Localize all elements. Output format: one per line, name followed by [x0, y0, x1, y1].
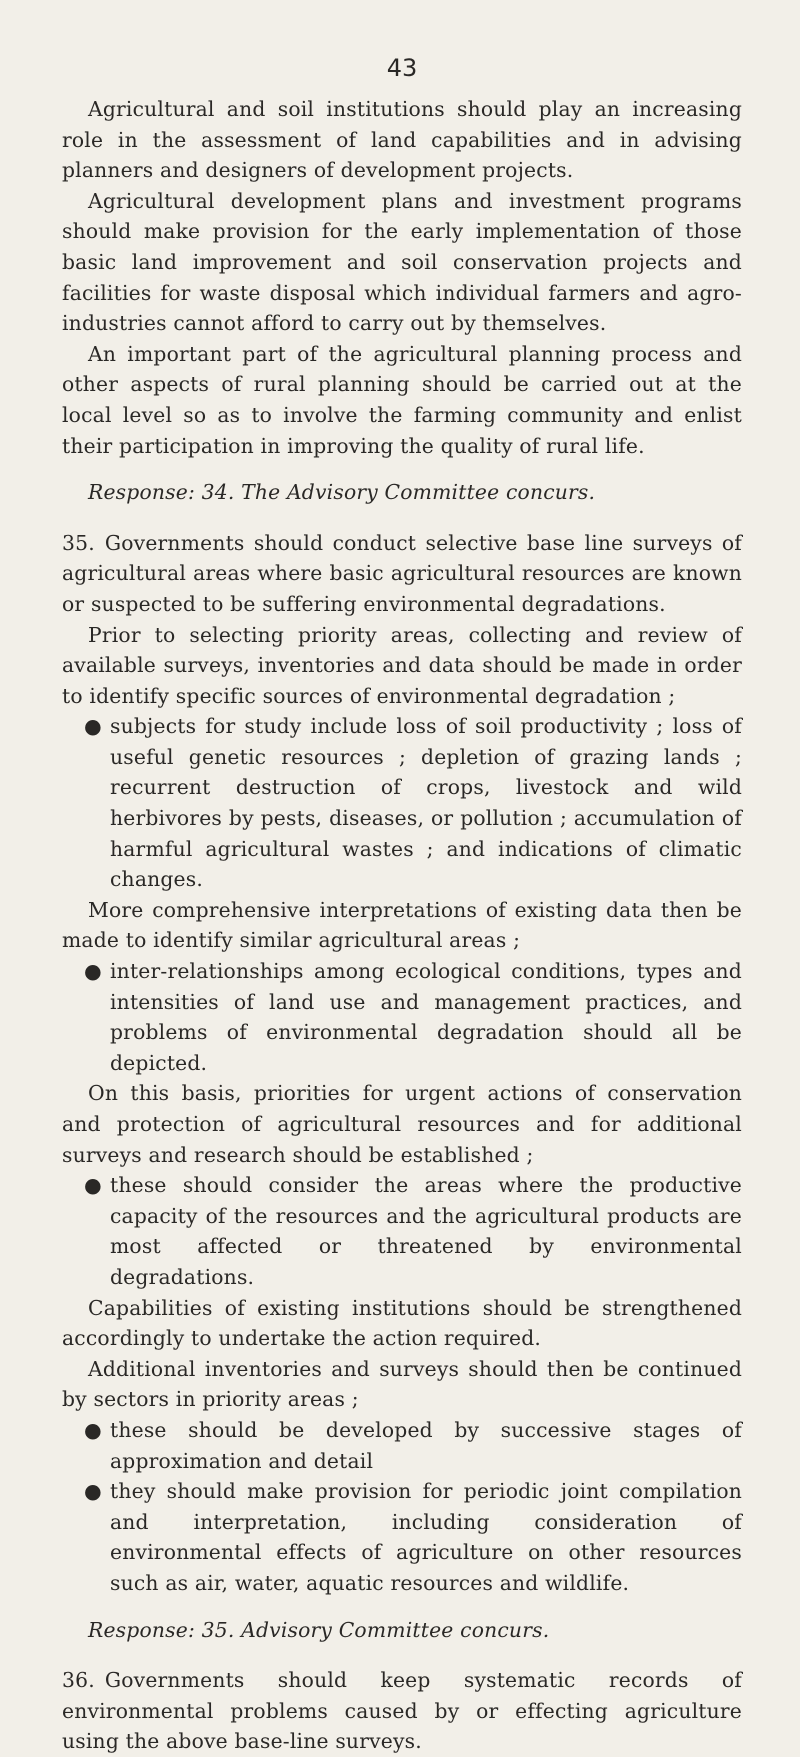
bullet-item-periodic-compilation: [62, 1476, 742, 1598]
bullet-text: they should make provision for periodic joint compilation and interpretation, including consideration of environmental effects of agriculture on other resources such as air, water, aquatic resources and wildlife.: [110, 1479, 742, 1595]
paragraph-priorities: On this basis, priorities for urgent actions of conservation and protection of agricultural resources and for additional surveys and research should be established ;: [62, 1081, 742, 1167]
paragraph-institutions: Agricultural and soil institutions should play an increasing role in the assessment of land capabilities and in advising planners and designers of development projects.: [62, 97, 742, 183]
bullet-icon: ●: [84, 1479, 102, 1504]
paragraph-additional-inventories: Additional inventories and surveys should then be continued by sectors in priority areas ;: [62, 1356, 742, 1412]
page-number: 43: [386, 54, 418, 82]
paragraph-prior-selection: Prior to selecting priority areas, collecting and review of available surveys, inventories and data should be made in order to identify specific sources of environmental degradation ;: [62, 622, 742, 708]
bullet-item-successive-stages: [62, 1415, 742, 1476]
item-36-number: 36.: [62, 1668, 95, 1693]
item-36: [62, 1665, 742, 1757]
paragraph-development-plans: Agricultural development plans and investment programs should make provision for the early implementation of those basic land improvement and soil conservation projects and facilities for waste disposal which individual farmers and agro-industries cannot afford to carry out by themselves.: [62, 188, 742, 336]
paragraph-capabilities: Capabilities of existing institutions should be strengthened accordingly to undertake the action required.: [62, 1295, 742, 1351]
response-35: Response: 35. Advisory Committee concurs.: [88, 1617, 550, 1642]
paragraph-local-planning: An important part of the agricultural planning process and other aspects of rural planning should be carried out at the local level so as to involve the farming community and enlist their participation in improving the quality of rural life.: [62, 341, 742, 458]
bullet-text: subjects for study include loss of soil productivity ; loss of useful genetic resources ; depletion of grazing lands ; recurrent destruction of crops, livestock and wild herbivores by pests, diseases, or pollution ; accumulation of harmful agricultural wastes ; and indications of climatic changes.: [110, 714, 742, 892]
bullet-icon: ●: [84, 1173, 102, 1198]
bullet-item-interrelationships: [62, 956, 742, 1078]
item-35-text: Governments should conduct selective base line surveys of agricultural areas where basic agricultural resources are known or suspected to be suffering environmental degradations.: [62, 530, 742, 616]
bullet-text: these should consider the areas where the productive capacity of the resources and the agricultural products are most affected or threatened by environmental degradations.: [110, 1173, 742, 1289]
item-35: [62, 528, 742, 620]
bullet-item-productive-capacity: [62, 1170, 742, 1292]
item-36-text: Governments should keep systematic records of environmental problems caused by or effecting agriculture using the above base-line surveys.: [62, 1668, 742, 1754]
bullet-item-subjects: [62, 711, 742, 895]
item-35-number: 35.: [62, 530, 95, 555]
bullet-icon: ●: [84, 1417, 102, 1442]
bullet-text: these should be developed by successive stages of approximation and detail: [110, 1417, 742, 1473]
response-34: Response: 34. The Advisory Committee concurs.: [88, 480, 596, 505]
bullet-text: inter-relationships among ecological conditions, types and intensities of land use and management practices, and problems of environmental degradation should all be depicted.: [110, 959, 742, 1075]
bullet-icon: ●: [84, 714, 102, 739]
bullet-icon: ●: [84, 959, 102, 984]
paragraph-interpretations: More comprehensive interpretations of existing data then be made to identify similar agricultural areas ;: [62, 897, 742, 953]
